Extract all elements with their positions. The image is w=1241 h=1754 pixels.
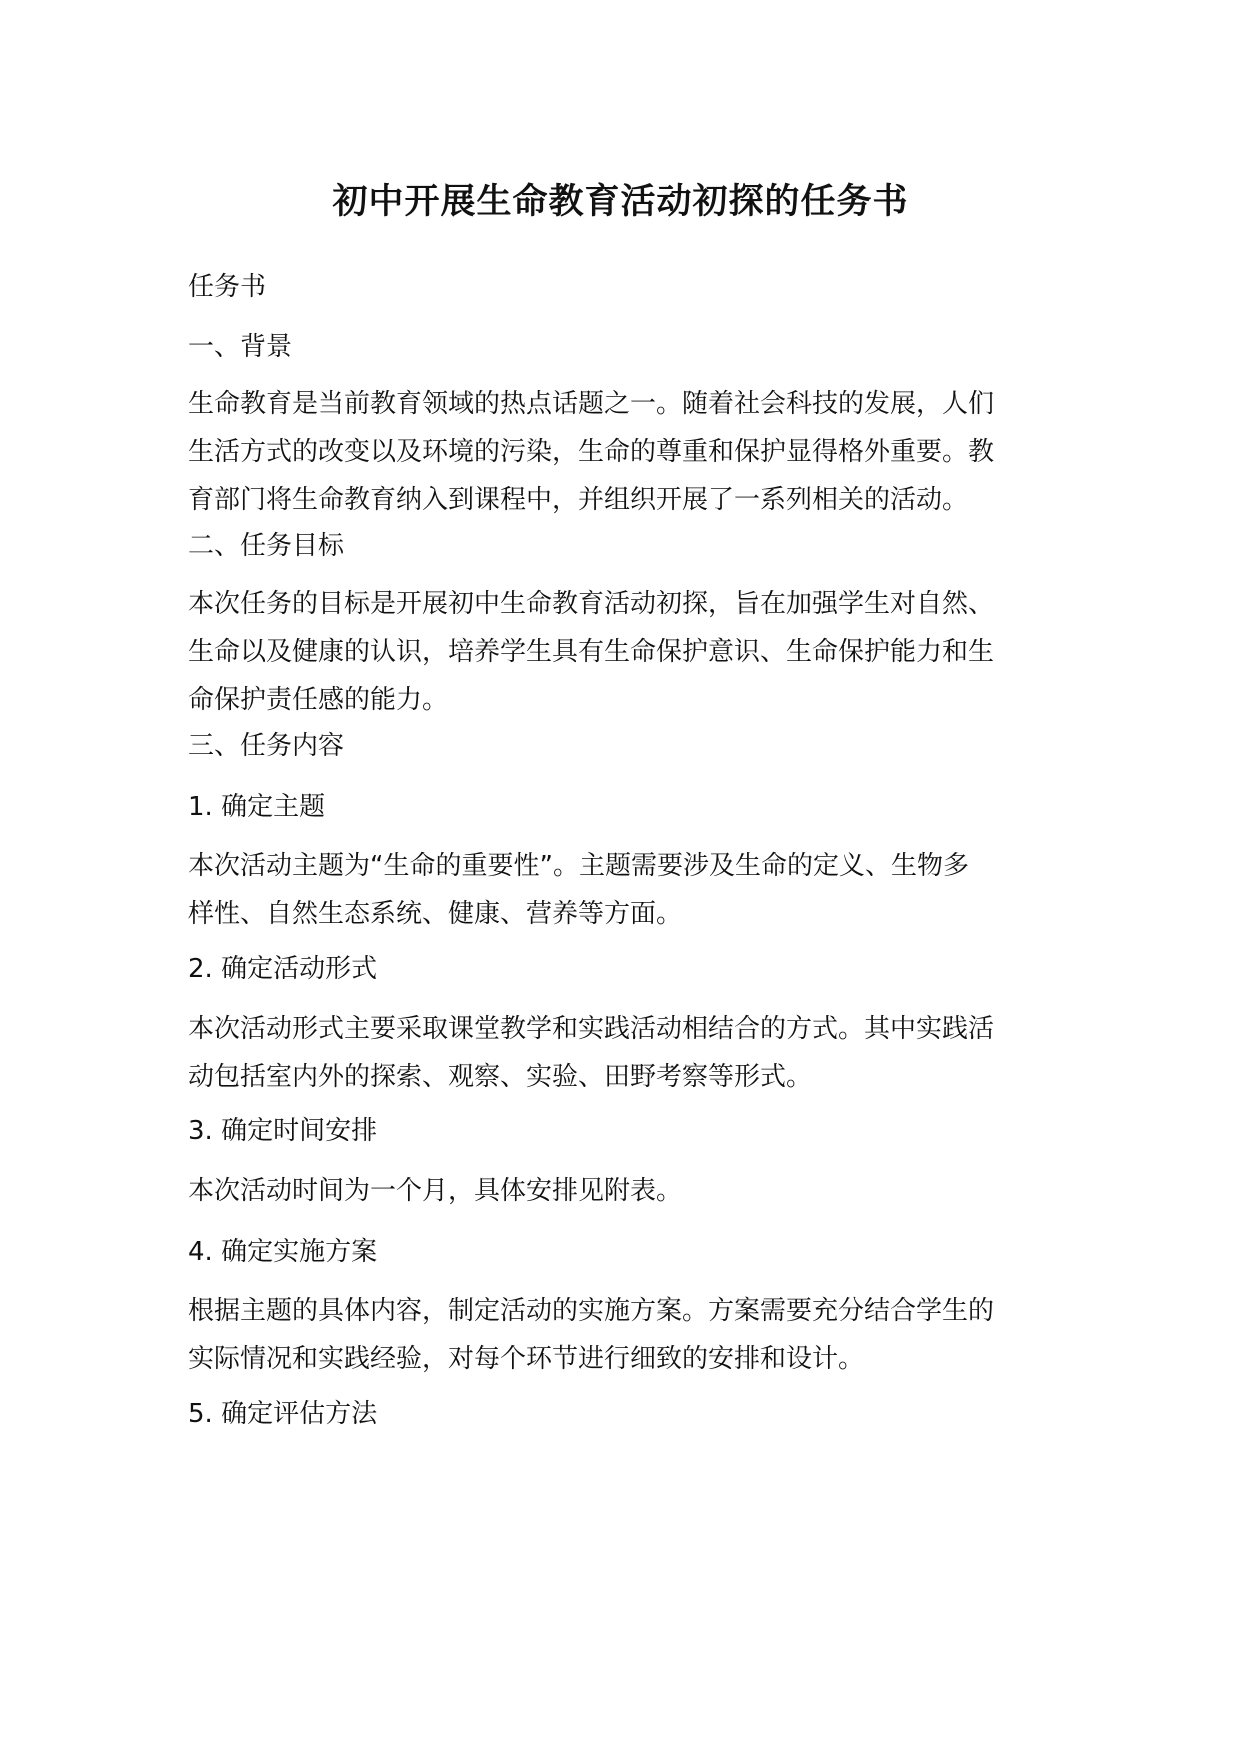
text-line: 任务书: [188, 272, 267, 302]
paragraph-task-goal: [188, 580, 1048, 724]
heading-task-goal: [188, 522, 1048, 570]
text-line: 命保护责任感的能力。: [188, 685, 449, 715]
section-label-task-book: [188, 263, 1048, 311]
text-line: 生活方式的改变以及环境的污染，生命的尊重和保护显得格外重要。教: [188, 437, 995, 467]
text-line: 样性、自然生态系统、健康、营养等方面。: [188, 899, 683, 929]
text-line: 4. 确定实施方案: [188, 1237, 378, 1267]
subheading-theme: [188, 783, 1048, 831]
text-line: 本次活动主题为“生命的重要性”。主题需要涉及生命的定义、生物多: [188, 851, 969, 881]
paragraph-implementation: [188, 1287, 1048, 1383]
text-line: 育部门将生命教育纳入到课程中，并组织开展了一系列相关的活动。: [188, 485, 969, 515]
text-line: 生命以及健康的认识，培养学生具有生命保护意识、生命保护能力和生: [188, 637, 995, 667]
heading-background: [188, 323, 1048, 371]
paragraph-theme: [188, 842, 1048, 938]
text-line: 生命教育是当前教育领域的热点话题之一。随着社会科技的发展，人们: [188, 389, 995, 419]
text-line: 本次活动时间为一个月，具体安排见附表。: [188, 1176, 683, 1206]
text-line: 1. 确定主题: [188, 792, 326, 822]
text-line: 本次活动形式主要采取课堂教学和实践活动相结合的方式。其中实践活: [188, 1014, 995, 1044]
document-title: 初中开展生命教育活动初探的任务书: [332, 182, 909, 222]
subheading-evaluation: [188, 1390, 1048, 1438]
text-line: 本次任务的目标是开展初中生命教育活动初探，旨在加强学生对自然、: [188, 589, 995, 619]
text-line: 二、任务目标: [188, 531, 345, 561]
paragraph-activity-form: [188, 1005, 1048, 1101]
text-line: 5. 确定评估方法: [188, 1399, 378, 1429]
subheading-activity-form: [188, 945, 1048, 993]
subheading-implementation: [188, 1228, 1048, 1276]
text-line: 三、任务内容: [188, 731, 345, 761]
text-line: 2. 确定活动形式: [188, 954, 378, 984]
text-line: 3. 确定时间安排: [188, 1116, 378, 1146]
subheading-schedule: [188, 1107, 1048, 1155]
paragraph-background: [188, 380, 1048, 524]
text-line: 根据主题的具体内容，制定活动的实施方案。方案需要充分结合学生的: [188, 1296, 995, 1326]
paragraph-schedule: [188, 1167, 1048, 1215]
heading-task-content: [188, 722, 1048, 770]
text-line: 动包括室内外的探索、观察、实验、田野考察等形式。: [188, 1062, 813, 1092]
text-line: 实际情况和实践经验，对每个环节进行细致的安排和设计。: [188, 1344, 865, 1374]
text-line: 一、背景: [188, 332, 293, 362]
